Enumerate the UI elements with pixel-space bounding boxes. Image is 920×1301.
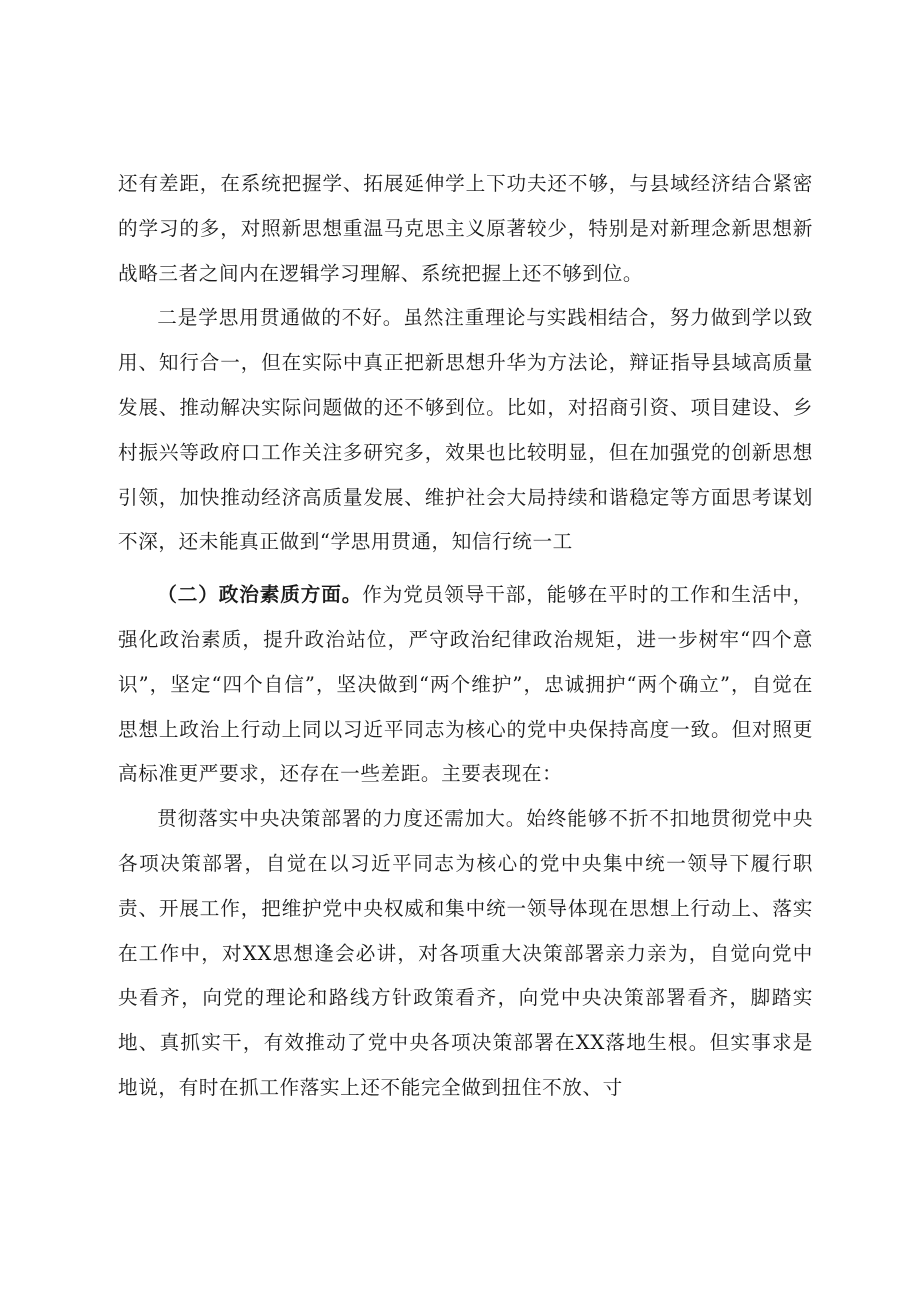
paragraph-text: 还有差距，在系统把握学、拓展延伸学上下功夫还不够，与县域经济结合紧密的学习的多，对照新思想重温马克思主义原著较少，特别是对新理念新思想新战略三者之间内在逻辑学习理解、系统把握上还不够到位。 bbox=[118, 172, 813, 285]
paragraph-continuation bbox=[118, 162, 813, 296]
paragraph-text: 二是学思用贯通做的不好。虽然注重理论与实践相结合，努力做到学以致用、知行合一，但在实际中真正把新思想升华为方法论，辩证指导县域高质量发展、推动解决实际问题做的还不够到位。比如，对招商引资、项目建设、乡村振兴等政府口工作关注多研究多，效果也比较明显，但在加强党的创新思想引领，加快推动经济高质量发展、维护社会大局持续和谐稳定等方面思考谋划不深，还未能真正做到“学思用贯通，知信行统一工 bbox=[118, 306, 813, 554]
paragraph-text: 作为党员领导干部，能够在平时的工作和生活中，强化政治素质，提升政治站位，严守政治纪律政治规矩，进一步树牢“四个意识”，坚定“四个自信”，坚决做到“两个维护”，忠诚拥护“两个确立”，自觉在思想上政治上行动上同以习近平同志为核心的党中央保持高度一致。但对照更高标准更严要求，还存在一些差距。主要表现在： bbox=[118, 583, 814, 786]
paragraph-study-application bbox=[118, 296, 813, 565]
section-heading: （二）政治素质方面。 bbox=[157, 583, 363, 607]
paragraph-text: 贯彻落实中央决策部署的力度还需加大。始终能够不折不扣地贯彻党中央各项决策部署，自觉在以习近平同志为核心的党中央集中统一领导下履行职责、开展工作，把维护党中央权威和集中统一领导体现在思想上行动上、落实在工作中，对XX思想逢会必讲，对各项重大决策部署亲力亲为，自觉向党中央看齐，向党的理论和路线方针政策看齐，向党中央决策部署看齐，脚踏实地、真抓实干，有效推动了党中央各项决策部署在XX落地生根。但实事求是地说，有时在抓工作落实上还不能完全做到扭住不放、寸 bbox=[118, 807, 813, 1099]
paragraph-political-quality bbox=[118, 573, 813, 797]
paragraph-implementation bbox=[118, 797, 813, 1111]
document-body bbox=[118, 162, 813, 1111]
